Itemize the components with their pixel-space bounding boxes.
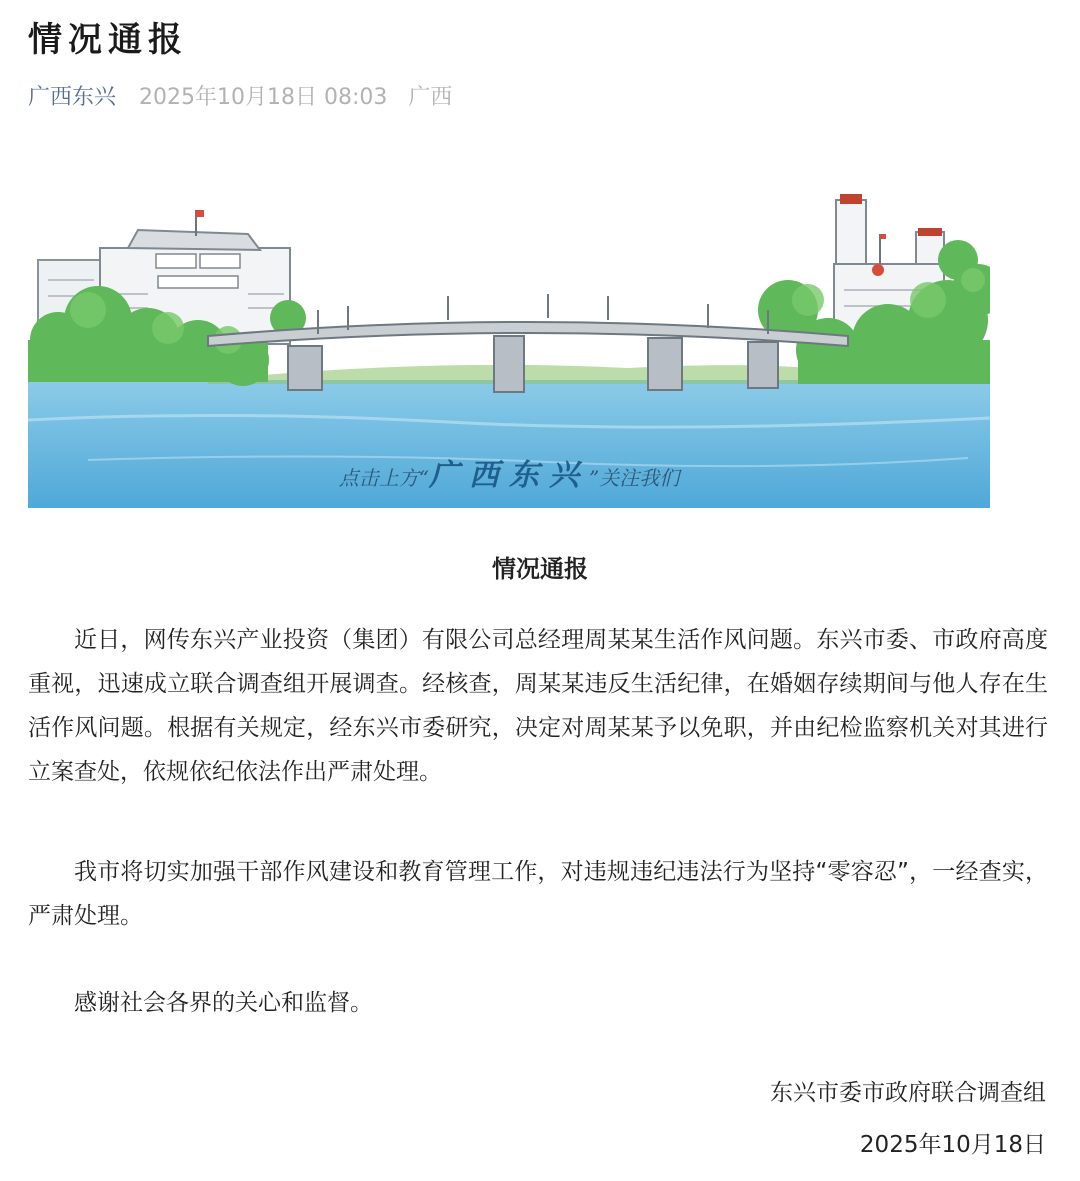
caption-suffix: ”关注我们 xyxy=(589,466,680,490)
article-meta xyxy=(28,80,452,111)
notice-heading: 情况通报 xyxy=(492,555,588,583)
account-name-link[interactable]: 广西东兴 xyxy=(28,85,117,110)
banner-caption xyxy=(0,450,1018,494)
publish-date: 2025年10月18日 08:03 xyxy=(139,85,388,110)
caption-brand: 广西东兴 xyxy=(429,458,589,493)
body-paragraph-2: 我市将切实加强干部作风建设和教育管理工作，对违规违纪违法行为坚持“零容忍”，一经查实，严肃处理。 xyxy=(28,859,1048,929)
caption-prefix: 点击上方“ xyxy=(338,466,429,490)
body-paragraph-1: 近日，网传东兴产业投资（集团）有限公司总经理周某某生活作风问题。东兴市委、市政府高度重视，迅速成立联合调查组开展调查。经核查，周某某违反生活纪律，在婚姻存续期间与他人存在生活作风问题。根据有关规定，经东兴市委研究，决定对周某某予以免职，并由纪检监察机关对其进行立案查处，依规依纪依法作出严肃处理。 xyxy=(28,627,1048,785)
right-trees xyxy=(758,240,990,384)
signature-organization: 东兴市委市政府联合调查组 xyxy=(770,1080,1046,1106)
body-paragraph-3: 感谢社会各界的关心和监督。 xyxy=(74,990,373,1016)
article-title: 情况通报 xyxy=(28,20,188,60)
signature-date: 2025年10月18日 xyxy=(859,1132,1046,1158)
publish-region: 广西 xyxy=(408,85,453,110)
